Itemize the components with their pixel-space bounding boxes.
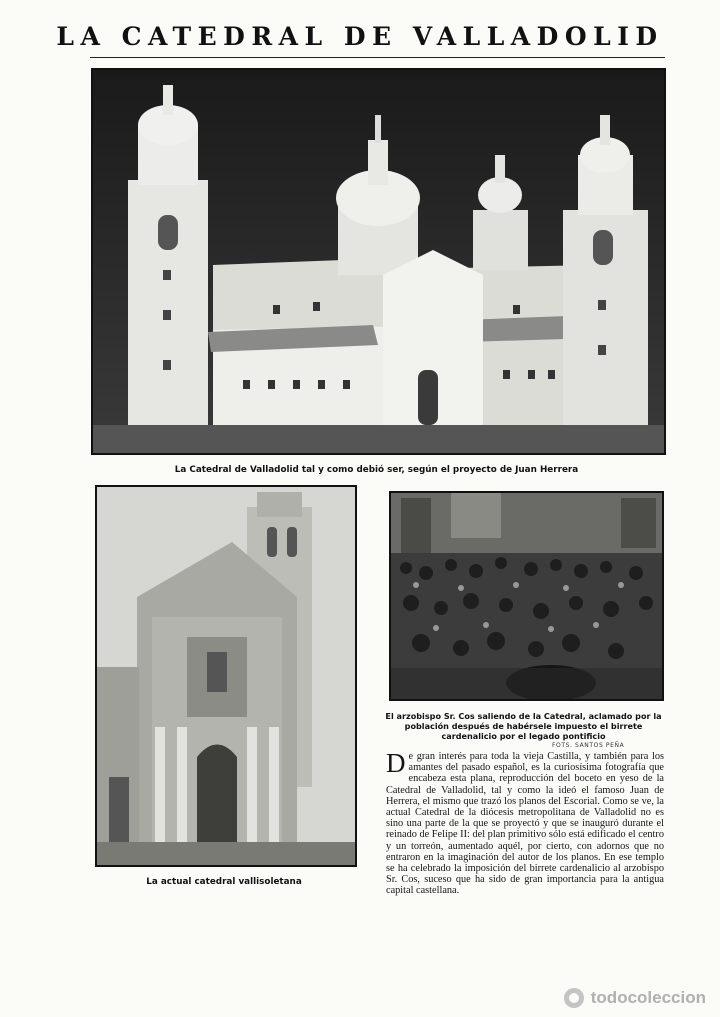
page-title: LA CATEDRAL DE VALLADOLID [56,22,664,51]
cathedral-model-illustration [93,70,664,453]
title-rule [90,57,665,58]
current-cathedral-illustration [97,487,355,865]
watermark-logo-icon [563,987,585,1009]
article-text: e gran interés para toda la vieja Castilla, y también para los amantes del pasado español, es la curiosísima fotografía que encabeza esta plana, reproducción del boceto en yeso de la Catedral de Valladolid, tal y como la ideó el famoso Juan de Herrera, el mismo que trazó los planos del Escorial. Como se ve, la actual Catedral de la diócesis metropolitana de Valladolid no es sino una parte de la que se proyectó y que se inauguró durante el reinado de Felipe II: del plan primitivo sólo está edificado el centro y un torreón, aumentado aquél, por cierto, con adornos que no entraron en la imaginación del autor de los planos. En ese templo se ha celebrado la imposición del birrete cardenalicio al arzobispo Sr. Cos, suceso que ha sido de gran importancia para la antigua capital castellana. [386,751,664,897]
watermark [563,987,706,1009]
bottom-right-caption: El arzobispo Sr. Cos saliendo de la Catedral, aclamado por la población después de habérsele impuesto el birrete cardenalicio por el legado pontificio [385,711,662,742]
photo-credit: FOTS. SANTOS PEÑA [552,742,625,749]
cathedral-model-photo [91,68,666,455]
current-cathedral-photo [95,485,357,867]
bottom-left-caption: La actual catedral vallisoletana [146,877,302,887]
watermark-text: todocoleccion [590,988,706,1007]
article-body [386,748,664,897]
crowd-photo [389,491,664,701]
top-photo-caption: La Catedral de Valladolid tal y como debió ser, según el proyecto de Juan Herrera [174,465,579,475]
crowd-illustration [391,493,662,699]
article-dropcap: D [386,748,406,778]
